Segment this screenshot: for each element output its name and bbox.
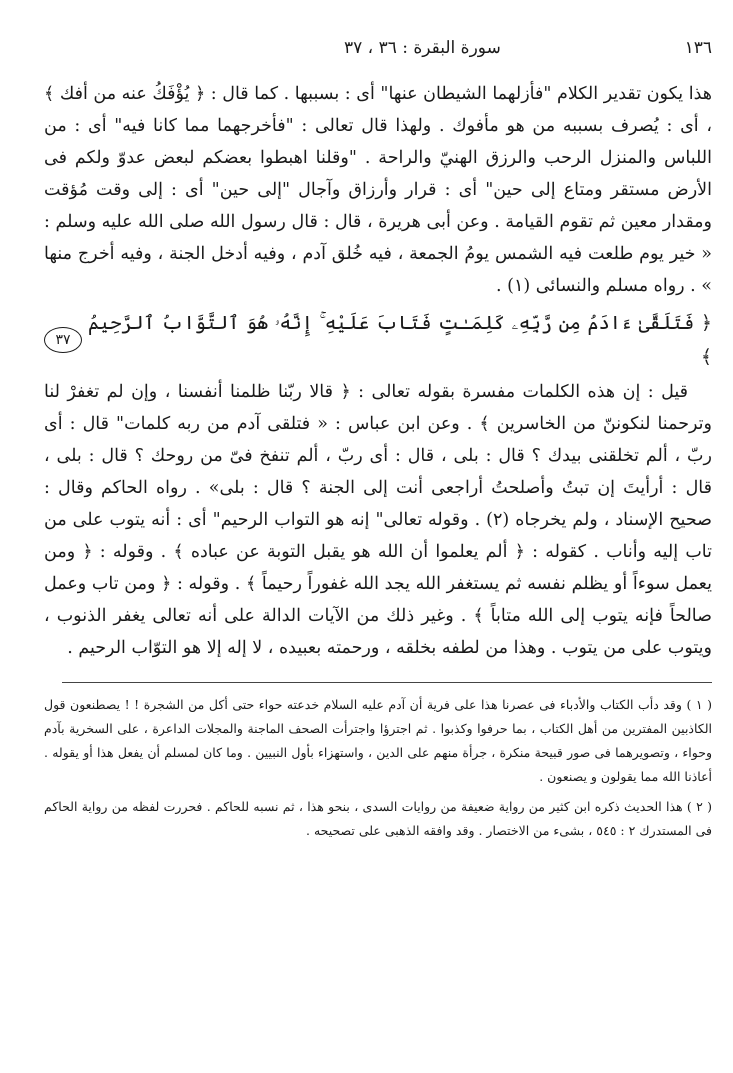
paragraph-commentary-37: قيل : إن هذه الكلمات مفسرة بقوله تعالى : ﴿ قالا ربّنا ظلمنا أنفسنا ، وإن لم تغفرْ لنا وترحمنا لنكوننّ من الخاسرين ﴾ . وعن ابن عباس : « فتلقى آدم من ربه كلمات" قال : أى ربّ ، ألم تخلقنى بيدك ؟ قال : بلى ، قال : أى ربّ ، ألم تنفخ فىّ من روحك ؟ قال : بلى ، قال : أرأيتَ إن تبتُ وأصلحتُ أراجعى أنت إلى الجنة ؟ قال : بلى» . رواه الحاكم وقال : صحيح الإسناد ، ولم يخرجاه (٢) . وقوله تعالى" إنه هو التواب الرحيم" أى : أنه يتوب على من تاب إليه وأناب . كقوله : ﴿ ألم يعلموا أن الله هو يقبل التوبة عن عباده ﴾ . وقوله : ﴿ ومن يعمل سوءاً أو يظلم نفسه ثم يستغفر الله يجد الله غفوراً رحيماً ﴾ . وقوله : ﴿ ومن تاب وعمل صالحاً فإنه يتوب إلى الله متاباً ﴾ . وغير ذلك من الآيات الدالة على أنه تعالى يغفر الذنوب ، ويتوب على من يتوب . وهذا من لطفه بخلقه ، ورحمته بعبيده ، لا إله إلا هو التوّاب الرحيم . xyxy=(44,382,712,658)
running-head xyxy=(44,38,712,78)
footnotes xyxy=(44,693,712,843)
quran-verse xyxy=(44,306,712,374)
paragraph-commentary-36: هذا يكون تقدير الكلام "فأزلهما الشيطان عنها" أى : بسببها . كما قال : ﴿ يُؤْفَكُ عنه من أفك ﴾ ، أى : يُصرف بسببه من هو مأفوك . ولهذا قال تعالى : "فأخرجهما مما كانا فيه" أى : من اللباس والمنزل الرحب والرزق الهنيّ والراحة . "وقلنا اهبطوا بعضكم لبعض عدوّ ولكم فى الأرض مستقر ومتاع إلى حين" أى : قرار وأرزاق وآجال "إلى حين" أى : إلى وقت مُؤقت ومقدار معين ثم تقوم القيامة . وعن أبى هريرة ، قال : قال رسول الله صلى الله عليه وسلم : « خير يوم طلعت فيه الشمس يومُ الجمعة ، فيه خُلق آدم ، وفيه أدخل الجنة ، وفيه أخرج منها » . رواه مسلم والنسائى (١) . xyxy=(44,84,712,296)
book-page xyxy=(44,38,712,849)
main-text xyxy=(44,78,712,664)
verse-number-marker: ٣٧ xyxy=(44,327,82,353)
surah-reference: سورة البقرة : ٣٦ ، ٣٧ xyxy=(344,38,501,58)
footnote-1: ( ١ ) وقد دأب الكتاب والأدباء فى عصرنا هذا على فرية أن آدم عليه السلام خدعته حواء حتى أكل من الشجرة ! ! يصطنعون قول الكاذبين المفترين من أهل الكتاب ، بما حرفوا وكذبوا . ثم اجترؤا واجترأت الصحف الماجنة والمجلات الداعرة ، على السخرية بآدم وحواء ، وتصويرهما فى صور قبيحة منكرة ، جرأة منهم على الدين ، واستهزاء بأول النبيين . وما كان لمسلم أن يفعل هذا أو يقوله . أعاذنا الله مما يقولون و يصنعون . xyxy=(44,697,712,784)
footnote-divider xyxy=(62,682,712,683)
footnote-2: ( ٢ ) هذا الحديث ذكره ابن كثير من رواية ضعيفة من روايات السدى ، بنحو هذا ، ثم نسبه للحاكم . فحررت لفظه من رواية الحاكم فى المستدرك ٢ : ٥٤٥ ، بشىء من الاختصار . وقد وافقه الذهبى على تصحيحه . xyxy=(44,799,712,838)
verse-text: ﴿ فَتَلَقَّىٰ ءَادَمُ مِن رَّبِّهِۦ كَلِمَـٰتٍ فَتَابَ عَلَيْهِ ۚ إِنَّهُۥ هُوَ ٱلتَّوَّابُ ٱلرَّحِيمُ ﴾ xyxy=(88,312,712,368)
page-number: ١٣٦ xyxy=(684,38,712,58)
